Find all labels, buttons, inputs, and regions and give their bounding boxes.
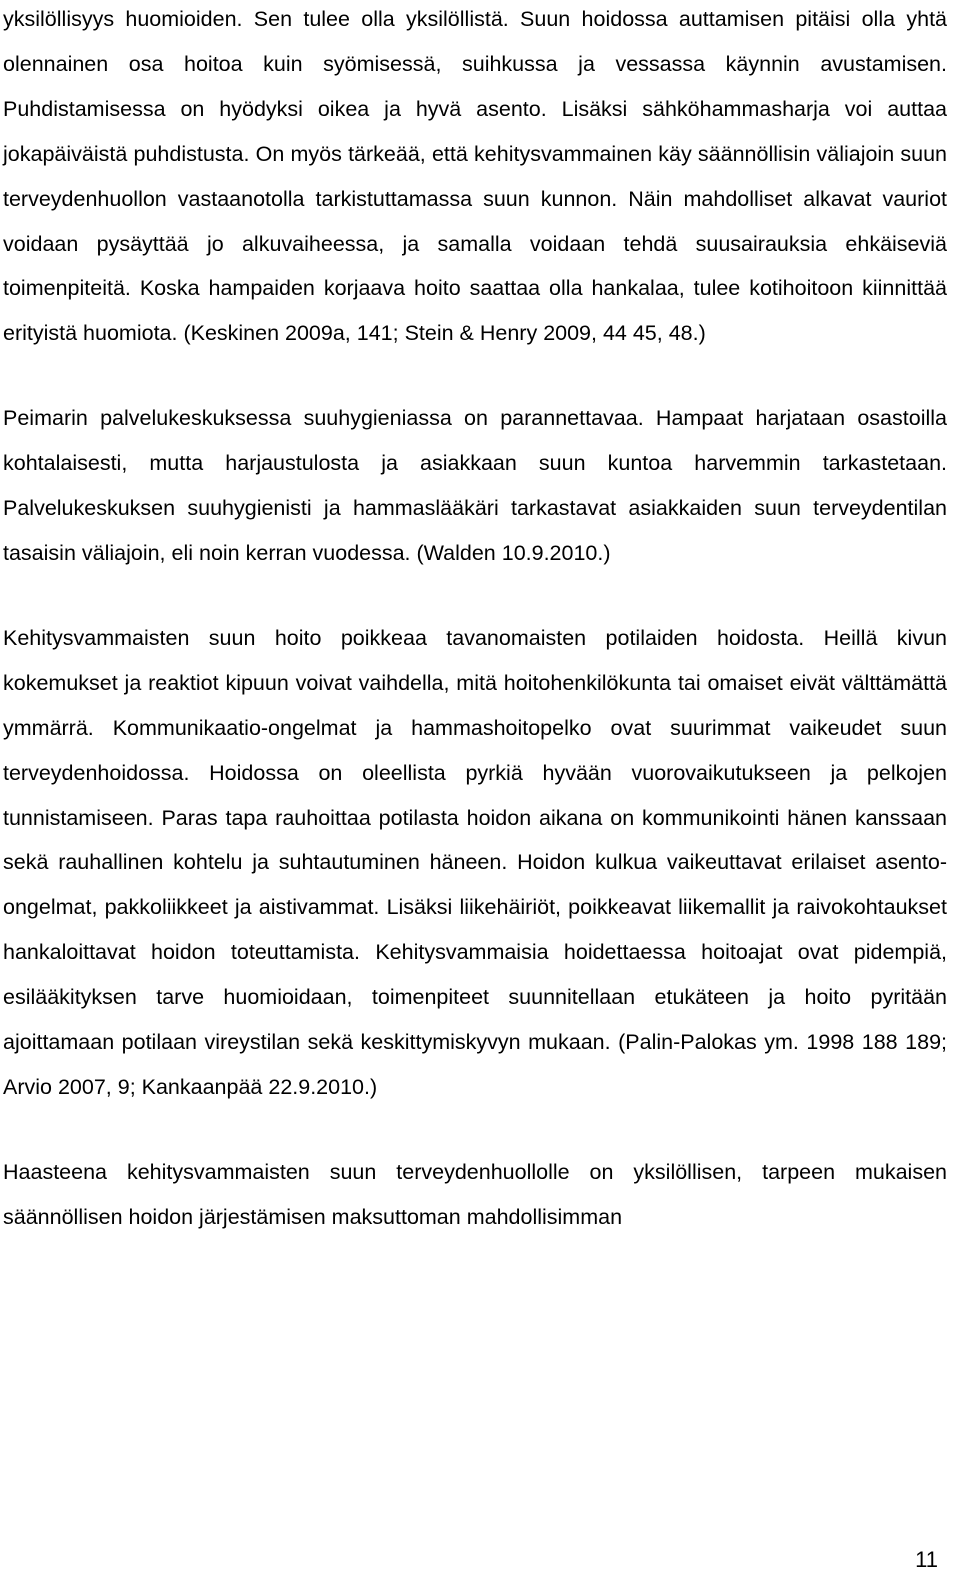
paragraph-gap	[3, 356, 947, 396]
paragraph-gap	[3, 576, 947, 616]
paragraph-2: Peimarin palvelukeskuksessa suuhygieniassa on parannettavaa. Hampaat harjataan osastoilla kohtalaisesti, mutta harjaustulosta ja asiakkaan suun kuntoa harvemmin tarkastetaan. Palvelukeskuksen suuhygienisti ja hammaslääkäri tarkastavat asiakkaiden suun terveydentilan tasaisin väliajoin, eli noin kerran vuodessa. (Walden 10.9.2010.)	[3, 406, 947, 565]
body-text	[3, 0, 947, 1240]
paragraph-3: Kehitysvammaisten suun hoito poikkeaa tavanomaisten potilaiden hoidosta. Heillä kivun kokemukset ja reaktiot kipuun voivat vaihdella, mitä hoitohenkilökunta tai omaiset eivät välttämättä ymmärrä. Kommunikaatio-ongelmat ja hammashoitopelko ovat suurimmat vaikeudet suun terveydenhoidossa. Hoidossa on oleellista pyrkiä hyvään vuorovaikutukseen ja pelkojen tunnistamiseen. Paras tapa rauhoittaa potilasta hoidon aikana on kommunikointi hänen kanssaan sekä rauhallinen kohtelu ja suhtautuminen häneen. Hoidon kulkua vaikeuttavat erilaiset asento-ongelmat, pakkoliikkeet ja aistivammat. Lisäksi liikehäiriöt, poikkeavat liikemallit ja raivokohtaukset hankaloittavat hoidon toteuttamista. Kehitysvammaisia hoidettaessa hoitoajat ovat pidempiä, esilääkityksen tarve huomioidaan, toimenpiteet suunnitellaan etukäteen ja hoito pyritään ajoittamaan potilaan vireystilan sekä keskittymiskyvyn mukaan. (Palin-Palokas ym. 1998 188 189; Arvio 2007, 9; Kankaanpää 22.9.2010.)	[3, 625, 947, 1099]
paragraph-4: Haasteena kehitysvammaisten suun terveydenhuollolle on yksilöllisen, tarpeen mukaisen säännöllisen hoidon järjestämisen maksuttoman mahdollisimman	[3, 1159, 947, 1229]
page-number: 11	[915, 1547, 938, 1572]
paragraph-1: yksilöllisyys huomioiden. Sen tulee olla yksilöllistä. Suun hoidossa auttamisen pitäisi olla yhtä olennainen osa hoitoa kuin syömisessä, suihkussa ja vessassa käynnin avustamisen. Puhdistamisessa on hyödyksi oikea ja hyvä asento. Lisäksi sähköhammasharja voi auttaa jokapäiväistä puhdistusta. On myös tärkeää, että kehitysvammainen käy säännöllisin väliajoin suun terveydenhuollon vastaanotolla tarkistuttamassa suun kunnon. Näin mahdolliset alkavat vauriot voidaan pysäyttää jo alkuvaiheessa, ja samalla voidaan tehdä suusairauksia ehkäiseviä toimenpiteitä. Koska hampaiden korjaava hoito saattaa olla hankalaa, tulee kotihoitoon kiinnittää erityistä huomiota. (Keskinen 2009a, 141; Stein & Henry 2009, 44 45, 48.)	[3, 7, 947, 346]
paragraph-gap	[3, 1110, 947, 1150]
